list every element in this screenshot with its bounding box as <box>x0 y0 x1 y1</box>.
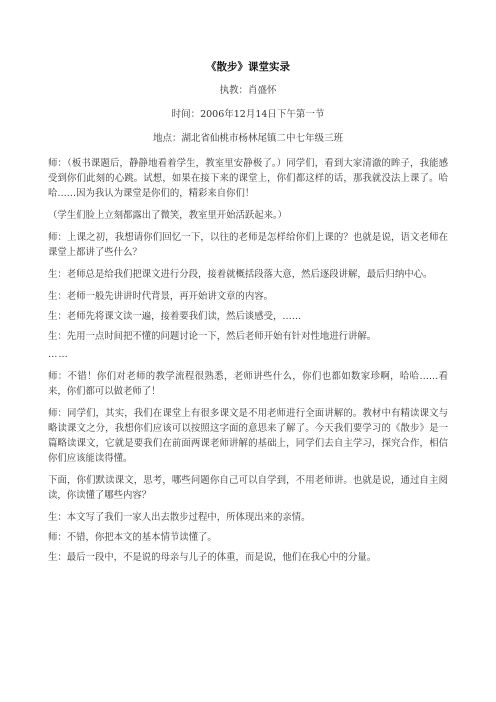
paragraph-student-answer-6: 生：最后一段中，不是说的母亲与儿子的体重，而是说，他们在我心中的分量。 <box>48 552 377 563</box>
paragraph-student-answer-5: 生：本文写了我们一家人出去散步过程中，所体现出来的亲情。 <box>48 512 311 523</box>
paragraph-student-answer-1: 生：老师总是给我们把课文进行分段，接着就概括段落大意，然后逐段讲解，最后归纳中心。 <box>48 269 433 280</box>
paragraph-teacher-explanation: 师：同学们，其实，我们在课堂上有很多课文是不用老师进行全面讲解的。教材中有精读课文与略读课文之分，我想你们应该可以按照这字面的意思来了解了。今天我们要学习的《散步》是一篇略读课文，它就是要我们在前面两课老师讲解的基础上，同学们去自主学习，探究合作，相信你们应该能读得懂。 <box>48 408 448 464</box>
paragraph-teacher-praise: 师：不错！你们对老师的教学流程很熟悉，老师讲些什么，你们也都如数家珍啊，哈哈……看来，你们都可以做老师了！ <box>48 371 448 397</box>
paragraph-intro: 师：（板书课题后，静静地看着学生，教室里安静极了。）同学们，看到大家清澈的眸子，我能感受到你们此刻的心跳。试想，如果在接下来的课堂上，你们都这样的话，那我就没法上课了。哈哈……因为我认为课堂是你们的，精彩来自你们！ <box>48 158 448 199</box>
paragraph-student-answer-2: 生：老师一般先讲讲时代背景，再开始讲文章的内容。 <box>48 291 274 302</box>
paragraph-stage-note: （学生们脸上立刻都露出了微笑，教室里开始活跃起来。） <box>48 210 288 221</box>
teacher-line: 执教：肖盛怀 <box>219 85 277 96</box>
time-line: 时间：2006年12月14日下午第一节 <box>171 109 325 120</box>
paragraph-student-answer-3: 生：老师先将课文读一遍，接着要我们读，然后谈感受，…… <box>48 311 302 322</box>
paragraph-teacher-question: 师：上课之初，我想请你们回忆一下，以往的老师是怎样给你们上课的？也就是说，语文老师在课堂上都讲了些什么？ <box>48 232 448 258</box>
paragraph-student-answer-4: 生：先用一点时间把不懂的问题讨论一下，然后老师开始有针对性地进行讲解。 <box>48 331 377 342</box>
paragraph-reading-task: 下面，你们默读课文，思考，哪些问题你自己可以自学到，不用老师讲。也就是说，通过自主阅读，你读懂了哪些内容？ <box>48 475 448 501</box>
paragraph-teacher-feedback: 师：不错，你把本文的基本情节读懂了。 <box>48 532 217 543</box>
ellipsis-line: …… <box>48 349 69 360</box>
document-title: 《散步》课堂实录 <box>206 61 290 73</box>
location-line: 地点：湖北省仙桃市杨林尾镇二中七年级三班 <box>152 133 343 144</box>
